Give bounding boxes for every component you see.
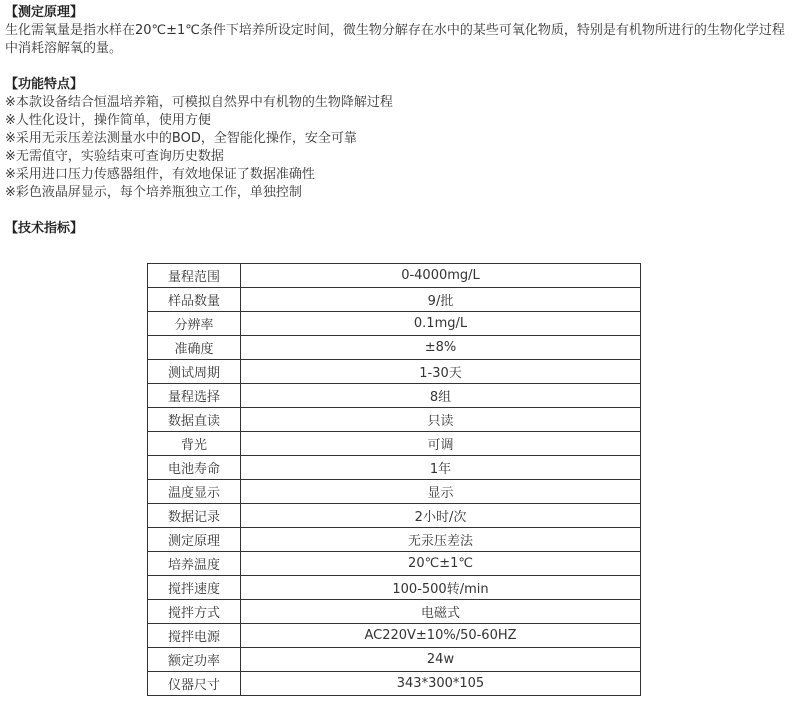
spec-value: ±8%	[241, 336, 641, 360]
spec-key: 额定功率	[148, 648, 241, 672]
spec-key: 搅拌电源	[148, 624, 241, 648]
spec-row	[148, 624, 641, 648]
spec-row	[148, 456, 641, 480]
spec-value: 只读	[241, 408, 641, 432]
spec-key: 搅拌方式	[148, 600, 241, 624]
spec-value: 20℃±1℃	[241, 552, 641, 576]
spec-value: 无汞压差法	[241, 528, 641, 552]
spec-key: 搅拌速度	[148, 576, 241, 600]
spec-value: 9/批	[241, 288, 641, 312]
spec-value: 100-500转/min	[241, 576, 641, 600]
spec-row	[148, 600, 641, 624]
spec-key: 培养温度	[148, 552, 241, 576]
spec-row	[148, 264, 641, 288]
spec-row	[148, 360, 641, 384]
spec-row	[148, 576, 641, 600]
specs-heading: 【技术指标】	[5, 221, 84, 236]
spec-value: AC220V±10%/50-60HZ	[241, 624, 641, 648]
feature-list	[5, 94, 795, 202]
feature-item: ※无需值守，实验结束可查询历史数据	[5, 149, 224, 164]
feature-item: ※本款设备结合恒温培养箱，可模拟自然界中有机物的生物降解过程	[5, 95, 393, 110]
features-heading: 【功能特点】	[5, 77, 84, 92]
spec-row	[148, 504, 641, 528]
document-body	[5, 4, 795, 238]
feature-item: ※彩色液晶屏显示，每个培养瓶独立工作，单独控制	[5, 185, 302, 200]
principle-text: 生化需氧量是指水样在20℃±1℃条件下培养所设定时间，微生物分解存在水中的某些可氧化物质，特别是有机物所进行的生物化学过程中消耗溶解氧的量。	[5, 23, 785, 56]
spec-key: 样品数量	[148, 288, 241, 312]
spec-key: 准确度	[148, 336, 241, 360]
spec-value: 0.1mg/L	[241, 312, 641, 336]
spec-key: 分辨率	[148, 312, 241, 336]
spacer	[5, 202, 795, 220]
spec-key: 仪器尺寸	[148, 672, 241, 696]
spec-key: 数据直读	[148, 408, 241, 432]
feature-item: ※人性化设计，操作简单，使用方便	[5, 113, 211, 128]
spec-value: 0-4000mg/L	[241, 264, 641, 288]
spec-row	[148, 672, 641, 696]
spec-table-body	[148, 264, 641, 696]
spec-row	[148, 432, 641, 456]
principle-heading: 【测定原理】	[5, 5, 84, 20]
spec-key: 电池寿命	[148, 456, 241, 480]
spec-key: 量程选择	[148, 384, 241, 408]
spacer	[5, 58, 795, 76]
spec-value: 电磁式	[241, 600, 641, 624]
spec-value: 24w	[241, 648, 641, 672]
spec-key: 数据记录	[148, 504, 241, 528]
spec-value: 1-30天	[241, 360, 641, 384]
spec-value: 可调	[241, 432, 641, 456]
spec-value: 显示	[241, 480, 641, 504]
spec-key: 背光	[148, 432, 241, 456]
feature-item: ※采用进口压力传感器组件，有效地保证了数据准确性	[5, 167, 315, 182]
spec-row	[148, 336, 641, 360]
spec-row	[148, 384, 641, 408]
spec-value: 343*300*105	[241, 672, 641, 696]
spec-key: 量程范围	[148, 264, 241, 288]
spec-row	[148, 480, 641, 504]
spec-key: 测定原理	[148, 528, 241, 552]
spec-value: 2小时/次	[241, 504, 641, 528]
feature-item: ※采用无汞压差法测量水中的BOD，全智能化操作，安全可靠	[5, 131, 357, 146]
spec-value: 8组	[241, 384, 641, 408]
spec-row	[148, 288, 641, 312]
spec-key: 温度显示	[148, 480, 241, 504]
spec-value: 1年	[241, 456, 641, 480]
spec-row	[148, 312, 641, 336]
spec-row	[148, 408, 641, 432]
spec-row	[148, 552, 641, 576]
spec-key: 测试周期	[148, 360, 241, 384]
spec-table	[147, 263, 641, 696]
spec-row	[148, 648, 641, 672]
spec-row	[148, 528, 641, 552]
